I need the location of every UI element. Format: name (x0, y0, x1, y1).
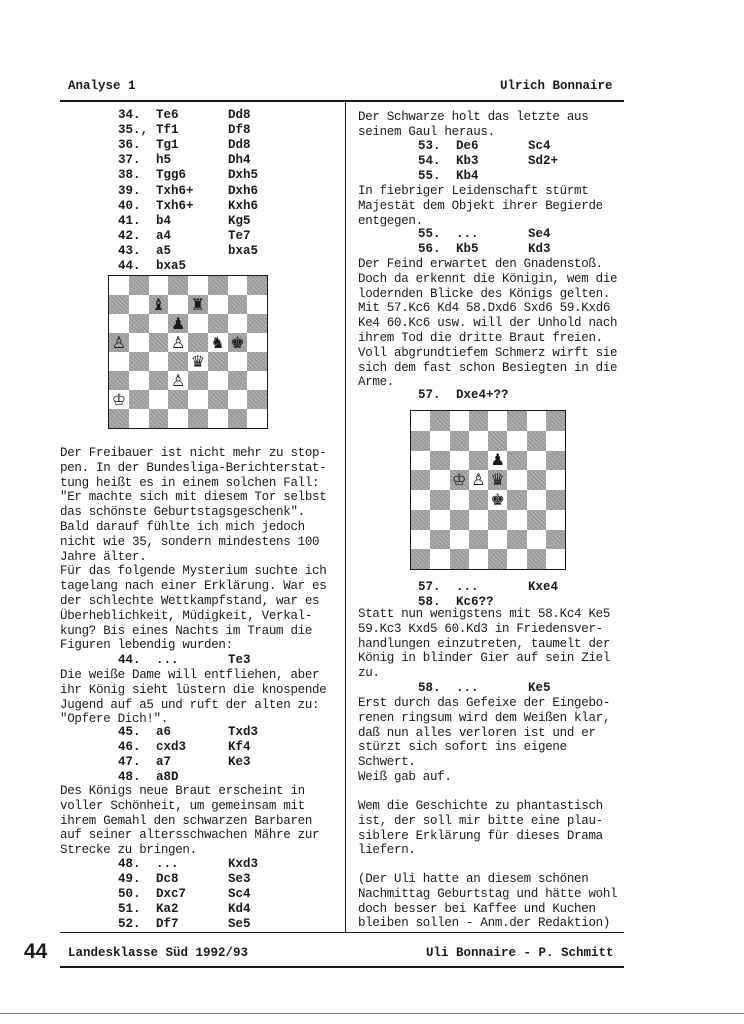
board-square (228, 409, 248, 428)
move-number: 42. (118, 228, 141, 243)
chess-piece-icon: ♙ (471, 470, 486, 490)
move-number: 58. (418, 681, 441, 695)
move-number: 36. (118, 138, 141, 153)
move-number: 52. (118, 917, 141, 932)
board-square (527, 411, 546, 431)
board-square (527, 451, 546, 471)
text-line: das schönste Geburtstagsgeschenk". (60, 505, 305, 520)
move-white: Txh6+ (156, 183, 194, 198)
board-square (129, 352, 149, 371)
move-black: bxa5 (228, 243, 259, 258)
move-number: 37. (118, 153, 141, 168)
board-square (228, 314, 248, 333)
text-line: handlungen einzutreten, taumelt der (358, 636, 611, 651)
board-square (469, 451, 488, 471)
text-line: Ke4 60.Kc6 usw. will der Unhold nach (358, 316, 618, 331)
board-square (188, 295, 208, 314)
move-black: Dxh5 (228, 168, 259, 183)
chess-diagram-2 (410, 410, 566, 570)
board-square (527, 510, 546, 530)
text-line: daß nun alles verloren ist und er (358, 725, 596, 740)
chess-piece-icon: ♝ (151, 294, 166, 314)
move-black: Ke5 (528, 681, 551, 695)
board-square (168, 333, 188, 352)
board-square (109, 390, 129, 409)
board-square (168, 314, 188, 333)
text-line: entgegen. (358, 213, 423, 228)
move-black: Te3 (228, 653, 251, 667)
text-line: Des Königs neue Braut erscheint in (60, 784, 305, 798)
board-square (188, 409, 208, 428)
chess-piece-icon: ♞ (210, 332, 225, 352)
text-line: "Opfere Dich!". (60, 712, 169, 727)
board-square (507, 530, 526, 550)
text-line: ihr König sieht lüstern die knospende (60, 682, 327, 697)
board-square (488, 530, 507, 550)
move-number: 47. (118, 755, 141, 770)
chess-piece-icon: ♙ (111, 332, 127, 352)
text-line: Für das folgende Mysterium suchte ich (60, 564, 327, 579)
board-square (430, 470, 449, 490)
board-square (488, 470, 507, 490)
board-square (109, 314, 129, 333)
text-line: Strecke zu bringen. (60, 843, 197, 858)
board-square (247, 333, 267, 352)
move-black: Kxh6 (228, 198, 259, 213)
board-square (228, 295, 248, 314)
footer-rule-top (60, 932, 624, 933)
board-square (507, 549, 526, 569)
chess-piece-icon: ♟ (490, 450, 505, 470)
board-square (430, 411, 449, 431)
board-square (149, 390, 169, 409)
move-black: Kxd3 (228, 857, 259, 871)
move-number: 58. (418, 595, 441, 610)
move-number: 55. (418, 227, 441, 241)
board-square (129, 390, 149, 409)
board-square (469, 411, 488, 431)
text-line: König in blinder Gier auf sein Ziel (358, 651, 611, 666)
board-square (527, 490, 546, 510)
board-square (109, 333, 129, 352)
board-square (208, 295, 228, 314)
move-white: ... (456, 580, 479, 594)
move-white: Txh6+ (156, 198, 194, 213)
move-black: Dd8 (228, 108, 251, 122)
board-square (228, 352, 248, 371)
chess-piece-icon: ♛ (490, 470, 505, 490)
board-square (430, 510, 449, 530)
move-number: 45. (118, 725, 141, 739)
move-number: 57. (418, 580, 441, 594)
board-square (168, 276, 188, 295)
text-line: Überheblichkeit, Müdigkeit, Verkal- (60, 608, 313, 623)
board-square (469, 490, 488, 510)
text-line: Figuren lebendig wurden: (60, 638, 233, 653)
move-black: Ke3 (228, 755, 251, 770)
board-square (411, 451, 430, 471)
board-square (109, 371, 129, 390)
chess-piece-icon: ♙ (170, 332, 186, 352)
move-black: Kg5 (228, 213, 251, 228)
text-line: Mit 57.Kc6 Kd4 58.Dxd6 Sxd6 59.Kxd6 (358, 301, 611, 316)
text-line: Voll abgrundtiefem Schmerz wirft sie (358, 345, 618, 360)
board-square (488, 490, 507, 510)
move-black: Sd2+ (528, 154, 559, 169)
board-square (430, 431, 449, 451)
move-white: b4 (156, 213, 172, 228)
board-square (228, 390, 248, 409)
move-number: 48. (118, 857, 141, 871)
board-square (450, 490, 469, 510)
board-square (411, 549, 430, 569)
move-white: a8D (156, 770, 179, 785)
move-number: 48. (118, 770, 141, 785)
board-square (129, 409, 149, 428)
text-line: Statt nun wenigstens mit 58.Kc4 Ke5 (358, 607, 611, 621)
move-black: Kxe4 (528, 580, 559, 594)
text-line: ist, der soll mir bitte eine plau- (358, 813, 603, 828)
move-black: Se3 (228, 872, 251, 887)
move-number: 51. (118, 902, 141, 917)
board-square (507, 451, 526, 471)
board-square (168, 295, 188, 314)
board-square (507, 490, 526, 510)
move-number: 35., (118, 123, 149, 138)
text-line: Majestät dem Objekt ihrer Begierde (358, 198, 603, 213)
board-square (469, 431, 488, 451)
text-line: renen ringsum wird dem Weißen klar, (358, 710, 611, 725)
board-square (168, 409, 188, 428)
board-square (546, 510, 565, 530)
board-square (488, 411, 507, 431)
board-square (430, 490, 449, 510)
board-square (188, 371, 208, 390)
text-line: tung heißt es in einem solchen Fall: (60, 475, 320, 490)
move-black: Sc4 (228, 887, 251, 902)
move-white: cxd3 (156, 740, 187, 755)
move-black: Dxh6 (228, 183, 259, 198)
board-square (469, 510, 488, 530)
text-line: Jahre älter. (60, 549, 147, 564)
move-number: 46. (118, 740, 141, 755)
board-square (411, 490, 430, 510)
board-square (129, 333, 149, 352)
board-square (507, 510, 526, 530)
move-white: Dxe4+?? (456, 388, 509, 402)
text-line: Der Freibauer ist nicht mehr zu stop- (60, 446, 327, 460)
board-square (208, 333, 228, 352)
board-square (129, 295, 149, 314)
move-white: Tgg6 (156, 168, 187, 183)
move-white: ... (156, 857, 179, 871)
text-line: nicht wie 35, sondern mindestens 100 (60, 534, 320, 549)
text-line: "Er machte sich mit diesem Tor selbst (60, 490, 327, 505)
move-black: Kd4 (228, 902, 251, 917)
text-line: liefern. (358, 843, 416, 858)
text-line: kung? Bis eines Nachts im Traum die (60, 623, 313, 638)
board-square (149, 295, 169, 314)
text-line: zu. (358, 666, 380, 681)
move-black: Kd3 (528, 242, 551, 257)
board-square (247, 314, 267, 333)
board-square (546, 490, 565, 510)
board-square (450, 549, 469, 569)
move-number: 38. (118, 168, 141, 183)
board-square (507, 411, 526, 431)
board-square (109, 352, 129, 371)
board-square (488, 510, 507, 530)
board-square (149, 371, 169, 390)
board-square (450, 530, 469, 550)
board-square (450, 451, 469, 471)
board-square (228, 333, 248, 352)
board-square (469, 530, 488, 550)
move-black: Te7 (228, 228, 251, 243)
board-square (247, 409, 267, 428)
text-line: (Der Uli hatte an diesem schönen (358, 872, 589, 886)
text-line: Schwert. (358, 755, 416, 770)
move-white: Kb5 (456, 242, 479, 257)
page-number: 44 (24, 940, 48, 963)
board-square (527, 530, 546, 550)
text-line: seinem Gaul heraus. (358, 124, 495, 139)
text-line: siblere Erklärung für dieses Drama (358, 828, 603, 843)
board-square (546, 411, 565, 431)
chess-diagram-1 (108, 275, 268, 429)
header-left: Analyse 1 (68, 79, 136, 93)
board-square (168, 390, 188, 409)
board-square (430, 530, 449, 550)
move-white: bxa5 (156, 259, 187, 273)
move-black: Dh4 (228, 153, 251, 168)
move-number: 54. (418, 154, 441, 169)
board-square (488, 431, 507, 451)
board-square (469, 549, 488, 569)
board-square (507, 470, 526, 490)
footer-right: Uli Bonnaire - P. Schmitt (426, 946, 614, 960)
move-white: a7 (156, 755, 172, 770)
board-square (488, 549, 507, 569)
header-rule (60, 100, 624, 102)
board-square (208, 314, 228, 333)
chess-piece-icon: ♔ (451, 470, 467, 490)
board-square (247, 390, 267, 409)
board-square (188, 333, 208, 352)
chess-piece-icon: ♙ (170, 370, 186, 390)
move-number: 44. (118, 653, 141, 667)
move-white: Ka2 (156, 902, 179, 917)
board-square (411, 431, 430, 451)
text-line: Die weiße Dame will entfliehen, aber (60, 668, 320, 682)
board-square (149, 314, 169, 333)
text-line: Bald darauf fühlte ich mich jedoch (60, 520, 305, 534)
text-line: 59.Kc3 Kxd5 60.Kd3 in Friedensver- (358, 621, 603, 636)
board-square (208, 352, 228, 371)
move-white: Tf1 (156, 123, 179, 138)
board-square (546, 530, 565, 550)
move-number: 56. (418, 242, 441, 257)
board-square (527, 431, 546, 451)
board-square (208, 409, 228, 428)
column-divider (345, 102, 346, 932)
text-line: Wem die Geschichte zu phantastisch (358, 799, 603, 813)
board-square (109, 295, 129, 314)
board-square (188, 352, 208, 371)
move-white: ... (456, 681, 479, 695)
move-black: Se4 (528, 227, 551, 241)
board-square (546, 451, 565, 471)
board-square (188, 276, 208, 295)
move-black: Sc4 (528, 139, 551, 153)
board-square (546, 470, 565, 490)
board-square (527, 549, 546, 569)
board-square (507, 431, 526, 451)
board-square (228, 371, 248, 390)
move-number: 55. (418, 169, 441, 184)
board-square (247, 276, 267, 295)
board-square (208, 390, 228, 409)
text-line: der schlechte Wettkampfstand, war es (60, 594, 320, 608)
move-number: 49. (118, 872, 141, 887)
text-line: tagelang nach einer Erklärung. War es (60, 579, 327, 594)
text-line: Arme. (358, 375, 395, 390)
move-number: 57. (418, 388, 441, 402)
board-square (488, 451, 507, 471)
board-square (450, 411, 469, 431)
chess-piece-icon: ♜ (190, 294, 206, 314)
chess-piece-icon: ♚ (490, 489, 505, 509)
chess-piece-icon: ♚ (230, 332, 245, 352)
text-line: doch besser bei Kaffee und Kuchen (358, 901, 596, 916)
board-square (228, 276, 248, 295)
chess-piece-icon: ♟ (170, 313, 186, 333)
move-number: 50. (118, 887, 141, 902)
move-white: De6 (456, 139, 479, 153)
board-square (188, 314, 208, 333)
board-square (430, 451, 449, 471)
text-line: voller Schönheit, um gemeinsam mit (60, 798, 305, 813)
footer-rule-bottom (60, 966, 624, 968)
text-line: Der Schwarze holt das letzte aus (358, 110, 589, 124)
board-square (411, 510, 430, 530)
board-square (450, 431, 469, 451)
move-black: Txd3 (228, 725, 259, 739)
move-white: Tg1 (156, 138, 179, 153)
header-right: Ulrich Bonnaire (500, 79, 613, 93)
text-line: Der Feind erwartet den Gnadenstoß. (358, 257, 603, 271)
move-white: ... (156, 653, 179, 667)
text-line: ihrem Tod die dritte Braut freien. (358, 331, 603, 345)
text-line: stürzt sich sofort ins eigene (358, 740, 567, 755)
move-white: a4 (156, 228, 172, 243)
board-square (546, 431, 565, 451)
move-white: a5 (156, 243, 172, 258)
move-number: 34. (118, 108, 141, 122)
board-square (411, 530, 430, 550)
text-line: lodernden Blicke des Königs gelten. (358, 286, 611, 301)
board-square (149, 409, 169, 428)
board-square (149, 276, 169, 295)
text-line: pen. In der Bundesliga-Berichterstat- (60, 460, 327, 475)
text-line: Doch da erkennt die Königin, wem die (358, 271, 618, 286)
text-line: Weiß gab auf. (358, 770, 452, 784)
board-square (149, 352, 169, 371)
text-line: Jugend auf a5 und ruft der alten zu: (60, 697, 320, 712)
move-white: Df7 (156, 917, 179, 932)
board-square (469, 470, 488, 490)
board-square (208, 371, 228, 390)
move-black: Dd8 (228, 138, 251, 153)
board-square (109, 276, 129, 295)
move-black: Se5 (228, 917, 251, 932)
move-number: 43. (118, 243, 141, 258)
text-line: bleiben sollen - Anm.der Redaktion) (358, 916, 611, 931)
board-square (168, 352, 188, 371)
move-black: Df8 (228, 123, 251, 138)
move-white: Kb3 (456, 154, 479, 169)
move-white: a6 (156, 725, 172, 739)
board-square (450, 510, 469, 530)
board-square (247, 295, 267, 314)
text-line: Erst durch das Gefeixe der Eingebo- (358, 696, 611, 710)
board-square (129, 314, 149, 333)
text-line: In fiebriger Leidenschaft stürmt (358, 184, 589, 198)
move-number: 40. (118, 198, 141, 213)
move-white: Kb4 (456, 169, 479, 184)
board-square (168, 371, 188, 390)
board-square (411, 470, 430, 490)
board-square (247, 371, 267, 390)
board-square (411, 411, 430, 431)
move-white: ... (456, 227, 479, 241)
board-square (208, 276, 228, 295)
board-square (546, 549, 565, 569)
chess-piece-icon: ♔ (111, 389, 127, 409)
move-white: h5 (156, 153, 172, 168)
footer-left: Landesklasse Süd 1992/93 (68, 946, 249, 960)
move-number: 41. (118, 213, 141, 228)
board-square (450, 470, 469, 490)
text-line: sich dem fast schon Besiegten in die (358, 360, 618, 375)
move-white: Dxc7 (156, 887, 187, 902)
board-square (149, 333, 169, 352)
board-square (109, 409, 129, 428)
board-square (430, 549, 449, 569)
board-square (129, 276, 149, 295)
board-square (247, 352, 267, 371)
text-line: auf seiner altersschwachen Mähre zur (60, 828, 320, 843)
text-line: Nachmittag Geburtstag und hätte wohl (358, 886, 618, 901)
page-bottom-rule (0, 1013, 744, 1014)
move-number: 53. (418, 139, 441, 153)
board-square (129, 371, 149, 390)
board-square (188, 390, 208, 409)
move-black: Kf4 (228, 740, 251, 755)
move-white: Te6 (156, 108, 179, 122)
move-white: Dc8 (156, 872, 179, 887)
text-line: ihrem Gemahl den schwarzen Barbaren (60, 813, 313, 828)
move-number: 44. (118, 259, 141, 273)
move-number: 39. (118, 183, 141, 198)
chess-piece-icon: ♛ (190, 351, 206, 371)
board-square (527, 470, 546, 490)
move-white: Kc6?? (456, 595, 494, 610)
